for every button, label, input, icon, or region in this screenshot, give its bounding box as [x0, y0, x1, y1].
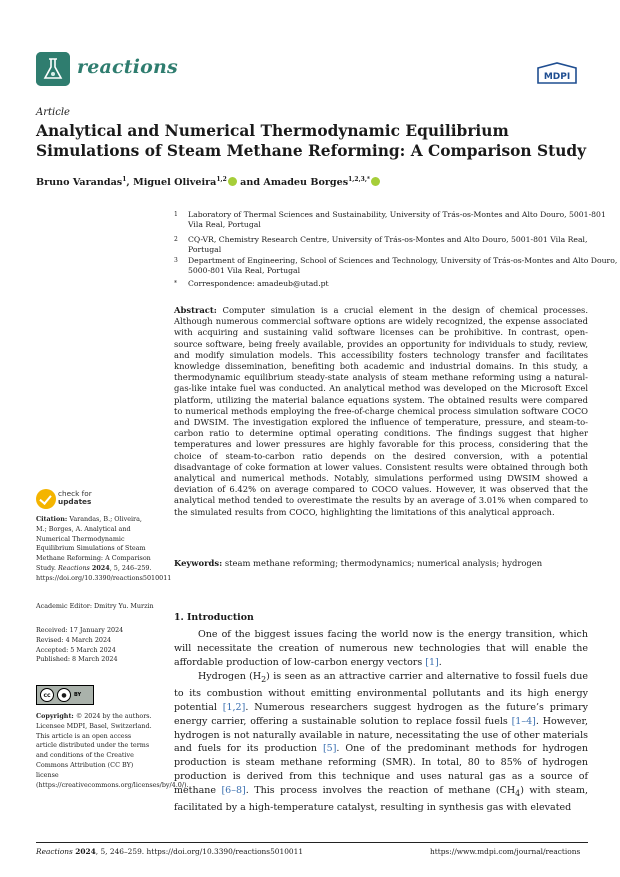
- citation-rest: , 5, 246–259. https://doi.org/10.3390/reactions5010011: [36, 563, 172, 582]
- citation-ref[interactable]: [1,2]: [222, 701, 246, 713]
- affiliation-number: 3: [174, 257, 178, 264]
- keywords-text: steam methane reforming; thermodynamics; numerical analysis; hydrogen: [224, 558, 543, 568]
- citation-ref[interactable]: [1–4]: [511, 715, 536, 727]
- author-affiliation-sup: 1: [122, 176, 127, 183]
- footer-citation: Reactions 2024, 5, 246–259. https://doi.org/10.3390/reactions5010011: [36, 847, 304, 856]
- affiliation-text: CQ-VR, Chemistry Research Centre, University of Trás-os-Montes and Alto Douro, 5001-801 Vila Real, Portugal: [188, 235, 588, 255]
- intro-paragraph-2: Hydrogen $(H_2)$ is seen as an attractive carrier and alternative to fossil fuels due to its combustion without emitting environmental pollutants and its high energy potential [1,2]. Numerous researchers suggest hydrogen as the future’s primary energy carrier, offering a sustainable solution to replace fossil fuels [1–4]. However, hydrogen is not naturally available in nature, necessitating the use of other materials and fuels for its production [5]. One of the predominant methods for hydrogen production is steam methane reforming (SMR). In total, 80 to 85% of hydrogen production is derived from this technique and uses natural gas as a source of methane [6–8]. This process involves the reaction of methane $(CH_4)$ with steam, facilitated by a high-temperature catalyst, resulting in synthesis gas with elevated: [174, 671, 589, 813]
- copyright-text: © 2024 by the authors. Licensee MDPI, Basel, Switzerland. This article is an open access article distributed under the terms and conditions of the Creative Commons Attribution (CC BY) license (https://creativecommons.org/licenses/by/4.0/).: [36, 712, 189, 789]
- publisher-name: MDPI: [543, 72, 571, 82]
- affiliation-number: *: [174, 280, 177, 287]
- author-name[interactable]: Miguel Oliveira: [133, 177, 217, 189]
- check-for-updates-badge[interactable]: [36, 489, 92, 513]
- check-updates-icon: [36, 489, 56, 509]
- author-affiliation-sup: 1,2,3,*: [348, 176, 371, 183]
- author-affiliation-sup: 1,2: [216, 176, 227, 183]
- citation-ref[interactable]: [1]: [425, 656, 439, 668]
- by-label: BY: [74, 692, 82, 698]
- author-name[interactable]: Amadeu Borges: [263, 177, 349, 189]
- date-revised: Revised: 4 March 2024: [36, 635, 112, 644]
- abstract-label: Abstract:: [174, 305, 217, 315]
- copyright-label: Copyright:: [36, 712, 74, 720]
- author-separator: and: [236, 177, 264, 189]
- intro-paragraph-1: One of the biggest issues facing the world now is the energy transition, which will necessitate the creation of numerous new technologies that will enable the affordable production of low-carbon energy vectors [1].: [174, 629, 588, 668]
- updates-line1: check for: [58, 489, 92, 498]
- author-name[interactable]: Bruno Varandas: [36, 177, 123, 189]
- section-heading-introduction: 1. Introduction: [174, 612, 254, 623]
- academic-editor: Academic Editor: Dmitry Yu. Murzin: [36, 602, 154, 610]
- date-published: Published: 8 March 2024: [36, 655, 118, 664]
- orcid-icon[interactable]: [371, 177, 380, 186]
- article-title: Analytical and Numerical Thermodynamic Equilibrium Simulations of Steam Methane Reforming: A Comparison Study: [36, 122, 587, 160]
- abstract: [174, 305, 588, 518]
- citation-block: [36, 515, 172, 584]
- date-received: Received: 17 January 2024: [36, 626, 124, 634]
- author-separator: ,: [126, 177, 134, 189]
- updates-line2: updates: [58, 497, 92, 507]
- orcid-icon[interactable]: [228, 177, 237, 186]
- affiliation-text: Laboratory of Thermal Sciences and Sustainability, University of Trás-os-Montes and Alto Douro, 5001-801 Vila Real, Portugal: [188, 210, 606, 230]
- footer-journal-url[interactable]: https://www.mdpi.com/journal/reactions: [430, 847, 581, 856]
- affiliation-text: Department of Engineering, School of Sciences and Technology, University of Trás-os-Montes and Alto Douro, 5000-801 Vila Real, Portugal: [188, 256, 618, 276]
- affiliation-number: 1: [174, 211, 178, 218]
- citation-year: 2024: [91, 563, 110, 572]
- citation-ref[interactable]: [6–8]: [221, 785, 246, 797]
- correspondence-text: Correspondence: amadeub@utad.pt: [188, 279, 329, 288]
- copyright-block: [36, 712, 189, 790]
- cc-by-license-badge[interactable]: [36, 685, 94, 705]
- journal-logo: [36, 52, 70, 86]
- footer-divider: [36, 842, 588, 843]
- citation-text: Varandas, B.; Oliveira, M.; Borges, A. Analytical and Numerical Thermodynamic Equilibrium Simulations of Steam Methane Reforming: A Comparison Study.: [36, 515, 151, 572]
- journal-name[interactable]: reactions: [77, 56, 178, 78]
- author-list: [36, 176, 380, 188]
- mdpi-logo[interactable]: [534, 62, 580, 84]
- keywords: [174, 558, 588, 569]
- date-accepted: Accepted: 5 March 2024: [36, 645, 116, 654]
- by-icon: ●: [57, 688, 71, 702]
- abstract-text: Computer simulation is a crucial element in the design of chemical processes. Although numerous commercial software options are widely recognized, the expense associated with acquiring and sustaining valid software licenses can be prohibitive. In contrast, open-source software, being freely available, provides an opportunity for individuals to study, review, and modify simulation models. This accessibility fosters technology transfer and facilitates knowledge dissemination, benefiting both academic and industrial domains. In this study, a thermodynamic equilibrium steady-state analysis of steam methane reforming using a natural-gas-like intake fuel was conducted. An analytical method was developed on the Microsoft Excel platform, utilizing the material balance equations system. The obtained results were compared to numerical methods employing the free-of-charge chemical process simulation software COCO and DWSIM. The investigation explored the influence of temperature, pressure, and steam-to-carbon ratio to determine optimal operating conditions. The findings suggest that higher temperatures and lower pressures are highly favorable for this process, considering that the choice of steam-to-carbon ratio depends on the desired conversion, with a potential disadvantage of coke formation at lower values. Consistent results were obtained through both analytical and numerical methods. Notably, simulations performed using DWSIM showed a deviation of 6.42% on average compared to COCO values. However, it was observed that the analytical method tended to overestimate the results by an average of 3.01% when compared to the simulated results from COCO, highlighting the limitations of this analytical approach.: [174, 305, 588, 517]
- article-type: Article: [36, 107, 70, 118]
- citation-journal: Reactions: [58, 563, 90, 572]
- keywords-label: Keywords:: [174, 558, 223, 568]
- dates-block: [36, 626, 154, 665]
- citation-label: Citation:: [36, 515, 68, 523]
- flask-icon: [36, 52, 70, 86]
- affiliation-number: 2: [174, 236, 178, 243]
- cc-icon: cc: [40, 688, 54, 702]
- citation-ref[interactable]: [5]: [322, 743, 337, 755]
